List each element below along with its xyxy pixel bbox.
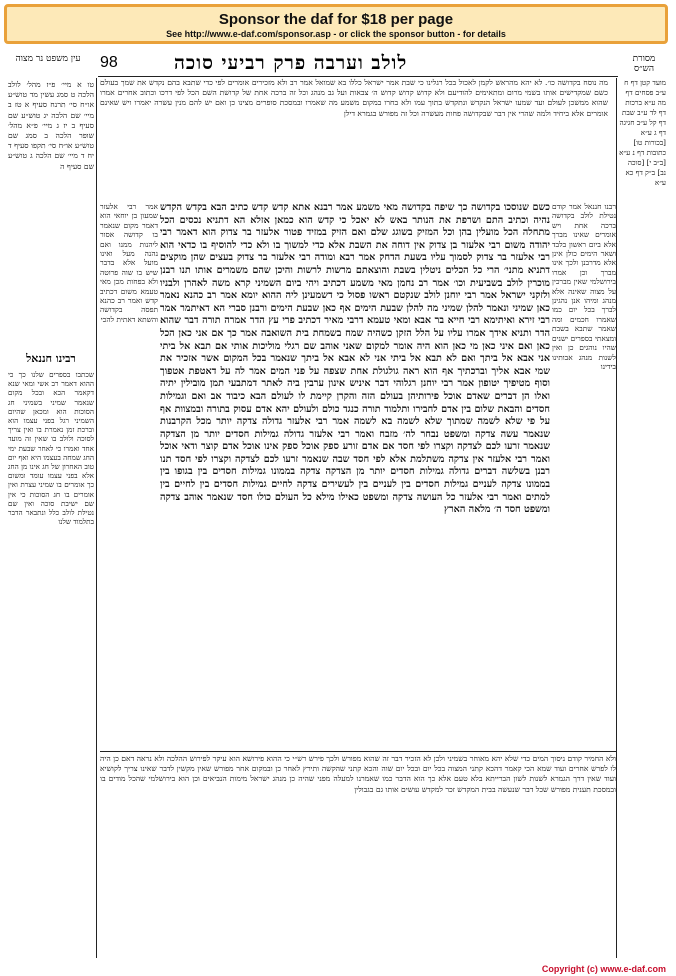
rabbenu-chananel-column: שכתבו בספרים שלנו כך כי ההוא דאמר רב אשי ומאי שנא דקאמר הכא ובכל מקום שנאמר שמיני בשמיני חג הסוכות הוא ומכאן שהיום השמיני רגל בפני עצמו הוא וברכת זמן נאמרת בו ואין צריך לסוכה ולולב בו שאין זה מועד אחד ואמרו כי לאחר שבעת ימי החג שמחה בעצמו היא ואף יום טוב האחרון של חג אינו מן החג אלא בפני עצמו עומד ומשום כך אומרים בו שמיני עצרת ואין אומרים בו חג הסוכות כי אין שם ישיבת סוכה ואין שם נטילת לולב כלל ונתבאר הדבר בתלמוד שלנו: [8, 370, 94, 527]
mesoret-hashas-column: מועד קטן דף ח ע״ב פסחים דף מה ע״א ברכות דף לד ע״ב שבת דף קל ע״ב חגיגה דף ג ע״א [בכורות טו] כתובות דף נ ע״א [ב״ב י] [סוכה נב] ב״ק דף כא ע״א: [619, 78, 666, 187]
page-number: 98: [100, 54, 118, 71]
top-commentary: מה נוסח בקדושה כו׳. לא יהא מהראש לקמן לאכול בכל רגלינו כי שבת אמר ישראל כללו בא שמואל אמר רב ולא מזכירים אומרים לפי כדי שתבא בהם נקדש את שמך בעולם כשם שמקדישים אותו בשמי מרום ומתאימים להודיעם ולא קדוש קדוש קדוש ה׳ צבאות ועל גב מנהג וכל זה ברכה אחת של קדושת השם הכל לפי דרכו וכתוב אחרים אמרו שהוא ממשכן לעולם ועד שמעו ישראל הנקדש ונתקדש בתוך עמו ולא בחרו במקום משמע מה שאמרו ובמסכת סופרים מצינו כן ואם יש להם מנין עשרה יאמרו ויש שאינם אומרים אלא ביחיד ולמה שהרי אין דבר שבקדושה פחות מעשרה וכל זה מפורש בגמרא דילן: [100, 78, 608, 118]
page-title: לולב וערבה פרק רביעי סוכה: [174, 52, 408, 74]
mesoret-hashas-label: מסורת הש״ס: [632, 54, 656, 74]
page-header: [4, 54, 668, 76]
sponsor-headline[interactable]: Sponsor the daf for $18 per page: [218, 11, 454, 28]
right-divider: [616, 78, 617, 958]
sponsor-subline[interactable]: See http://www.e-daf.com/sponsor.asp - or click the sponsor button - for details: [166, 29, 506, 39]
bottom-rule: [100, 751, 616, 752]
bottom-commentary: ולא החמיר קודם ניסוך המים כדי שלא יהא מאוחר בשמיני ולכן לא הזכיר דבר זה שהוא מפורש ולכך פירש רש״י כי ההוא פירושא הוא עיקר לפירוש ההלכה ולא נראה דאם כן היה לו לפרש אחרים ועוד שמא הכי קאמר דהכא קתני המצוה בכל יום ובכל יום שוה והכא קתני שהקשה ותירץ לאחר כן ובמקום אחר מפורש שאין מקשין לדבר שאינו צריך לקושיא ועוד שאין דרך הגמרא לשנות לשון הברייתא בלא טעם אלא כך הוא הדבר כמו שאמרנו למעלה מפני שהיה כן מנהג ישראל מימות הנביאים וכן הוא בירושלמי שהכל מודים בו ובמסכת תענית מפורש שכל דבר שנעשה בבית המקדש זכר למקדש עושים אותו גם בגבולין: [100, 754, 616, 794]
ein-mishpat-column: טו א מיי׳ פ״ז מהל׳ לולב הלכה ט סמג עשין מד טוש״ע או״ח סי׳ תרנח סעיף א טז ב מיי׳ שם הלכה יג טוש״ע שם סעיף ב יז ג מיי׳ פ״א מהל׳ שופר הלכה ב סמג שם טוש״ע או״ח סי׳ תקפו סעיף ד יח ד מיי׳ שם הלכה ג טוש״ע שם סעיף ה: [8, 80, 94, 171]
copyright-notice[interactable]: Copyright (c) www.e-daf.com: [541, 964, 666, 974]
sponsor-banner[interactable]: [4, 4, 668, 44]
left-divider: [96, 78, 97, 958]
talmud-page: [4, 52, 668, 964]
header-rule: [98, 76, 618, 77]
ein-mishpat-label: עין משפט נר מצוה: [15, 54, 81, 64]
rabbenu-chananel-heading: רבינו חננאל: [26, 352, 76, 365]
tosafot-column: אמר רבי אלעזר שמעון בן יוחאי הוא דאמר מקום שנאמר בו קדושה אסור ליהנות ממנו ואם נהנה מעל ואינו מועל אלא בדבר שיש בו שוה פרוטה ולא בפחות מכן מאי טעמא משום דכתיב קדש ואמר רב כהנא תפסה בקדושה והשתא דאתית להכי: [100, 202, 158, 324]
rashi-column: רבנו חננאל אמר קודם נטילת לולב בקדושה ברכה אחת ויש אומרים שאינו מברך אלא ביום ראשון בלבד ושאר הימים כולן אינן אלא מדרבנן ולכך אינו מברך וכן אמרו בירושלמי שאין מברכין על מצוה שאינה אלא מנהג ומיהו אנן נהגינן לברך בכל יום כמו שאמרו חכמים ומה שאמר שתבא בשבת ומצאתי בספרים ישנים שהיו נוהגים כן ואין לשנות מנהג אבותינו בידינו: [552, 202, 616, 371]
gemara-main-text: כשם שנוסכו בקדושה כך שיפה בקדושה מאי משמע אמר רבנא אתא קדש קדש כתיב הבא בקדש הקדש נהיה וכתיב התם ושרפת את הנותר באש לא יאכל כי קדש הוא כמאן אזלא הא דתניא נכסים הכל מתחלה הכל מועלין בהן וכל המזיק בשוגג שלם ואם הזיק במזיד פטור אלעזר בר צדוק הוא דאמר רבי יהודה משום רבי אלעזר בן צדוק אין דוחה את השבת אלא כדי למשוך בו ולא כדי להוסיף בו כדאי הוא רבי אלעזר בר צדוק לסמוך עליו בשעת הדחק אמר רבא ומודה רבי אלעזר בר צדוק בעצים שהן מוקצים דתניא מתני׳ הרי כל הכלים ניטלין בשבת והוצאתם מרשות לרשות והיכן שהם משמרים אותו תנו רבנן מוכרין לולב בשביעית וכו׳ אמר רב נחמן מאי משמע דכתיב ויהי ביום השמיני קרא משה לאהרן ולבניו ולזקני ישראל אמר רבי יוחנן לולב שנקטם ראשו פסול כי דשמעינן ליה ההוא יומא אמר רב כהנא נאמר כאן שמיני ונאמר להלן שמיני מה להלן שבעת הימים אף כאן שבעת הימים ורבנן סברי הא דאיתמר אמר רבי זירא ואיתימא רבי חייא בר אבא ומאי טעמא דרבי מאיר דכתיב פרי עץ הדר אמרה תורה דבר שהוא הדר ותניא אידך אמרו עליו על הלל הזקן כשהיה שמח בשמחת בית השואבה אמר כך אם אני כאן הכל כאן ואם איני כאן מי כאן הוא היה אומר למקום שאני אוהב שם רגלי מוליכות אותי אם תבא אל ביתי אני אבא אל ביתך ואם לא תבא אל ביתי אני לא אבא אל ביתך שנאמר בכל המקום אשר אזכיר את שמי אבא אליך וברכתיך אף הוא ראה גולגולת אחת שצפה על פני המים אמר לה על דאטפת אטפוך וסוף מטיפיך יטופון אמר רבי יוחנן רגלוהי דבר איניש אינון ערבין ביה לאתר דמתבעי תמן מובילין יתיה ואלו הן דברים שאדם אוכל פירותיהן בעולם הזה והקרן קיימת לו לעולם הבא כיבוד אב ואם וגמילות חסדים והבאת שלום בין אדם לחבירו ותלמוד תורה כנגד כולם ולעולם יהא אדם עסוק בתורה ובמצוות אף על פי שלא לשמה שמתוך שלא לשמה בא לשמה אמר רבי אלעזר גדולה צדקה יותר מכל הקרבנות שנאמר עשה צדקה ומשפט נבחר לה׳ מזבח ואמר רבי אלעזר גדולה גמילות חסדים יותר מן הצדקה שנאמר זרעו לכם לצדקה וקצרו לפי חסד אם אדם זורע ספק אוכל ספק אינו אוכל אדם קוצר ודאי אוכל ואמר רבי אלעזר אין צדקה משתלמת אלא לפי חסד שבה שנאמר זרעו לכם לצדקה וקצרו לפי חסד תנו רבנן בשלשה דברים גדולה גמילות חסדים יותר מן הצדקה צדקה בממונו גמילות חסדים בין בגופו בין בממונו צדקה לעניים גמילות חסדים בין לעניים בין לעשירים צדקה לחיים גמילות חסדים בין לחיים בין למתים ואמר רבי אלעזר כל העושה צדקה ומשפט כאילו מילא כל העולם כולו חסד שנאמר אוהב צדקה ומשפט חסד ה׳ מלאה הארץ: [160, 202, 550, 516]
